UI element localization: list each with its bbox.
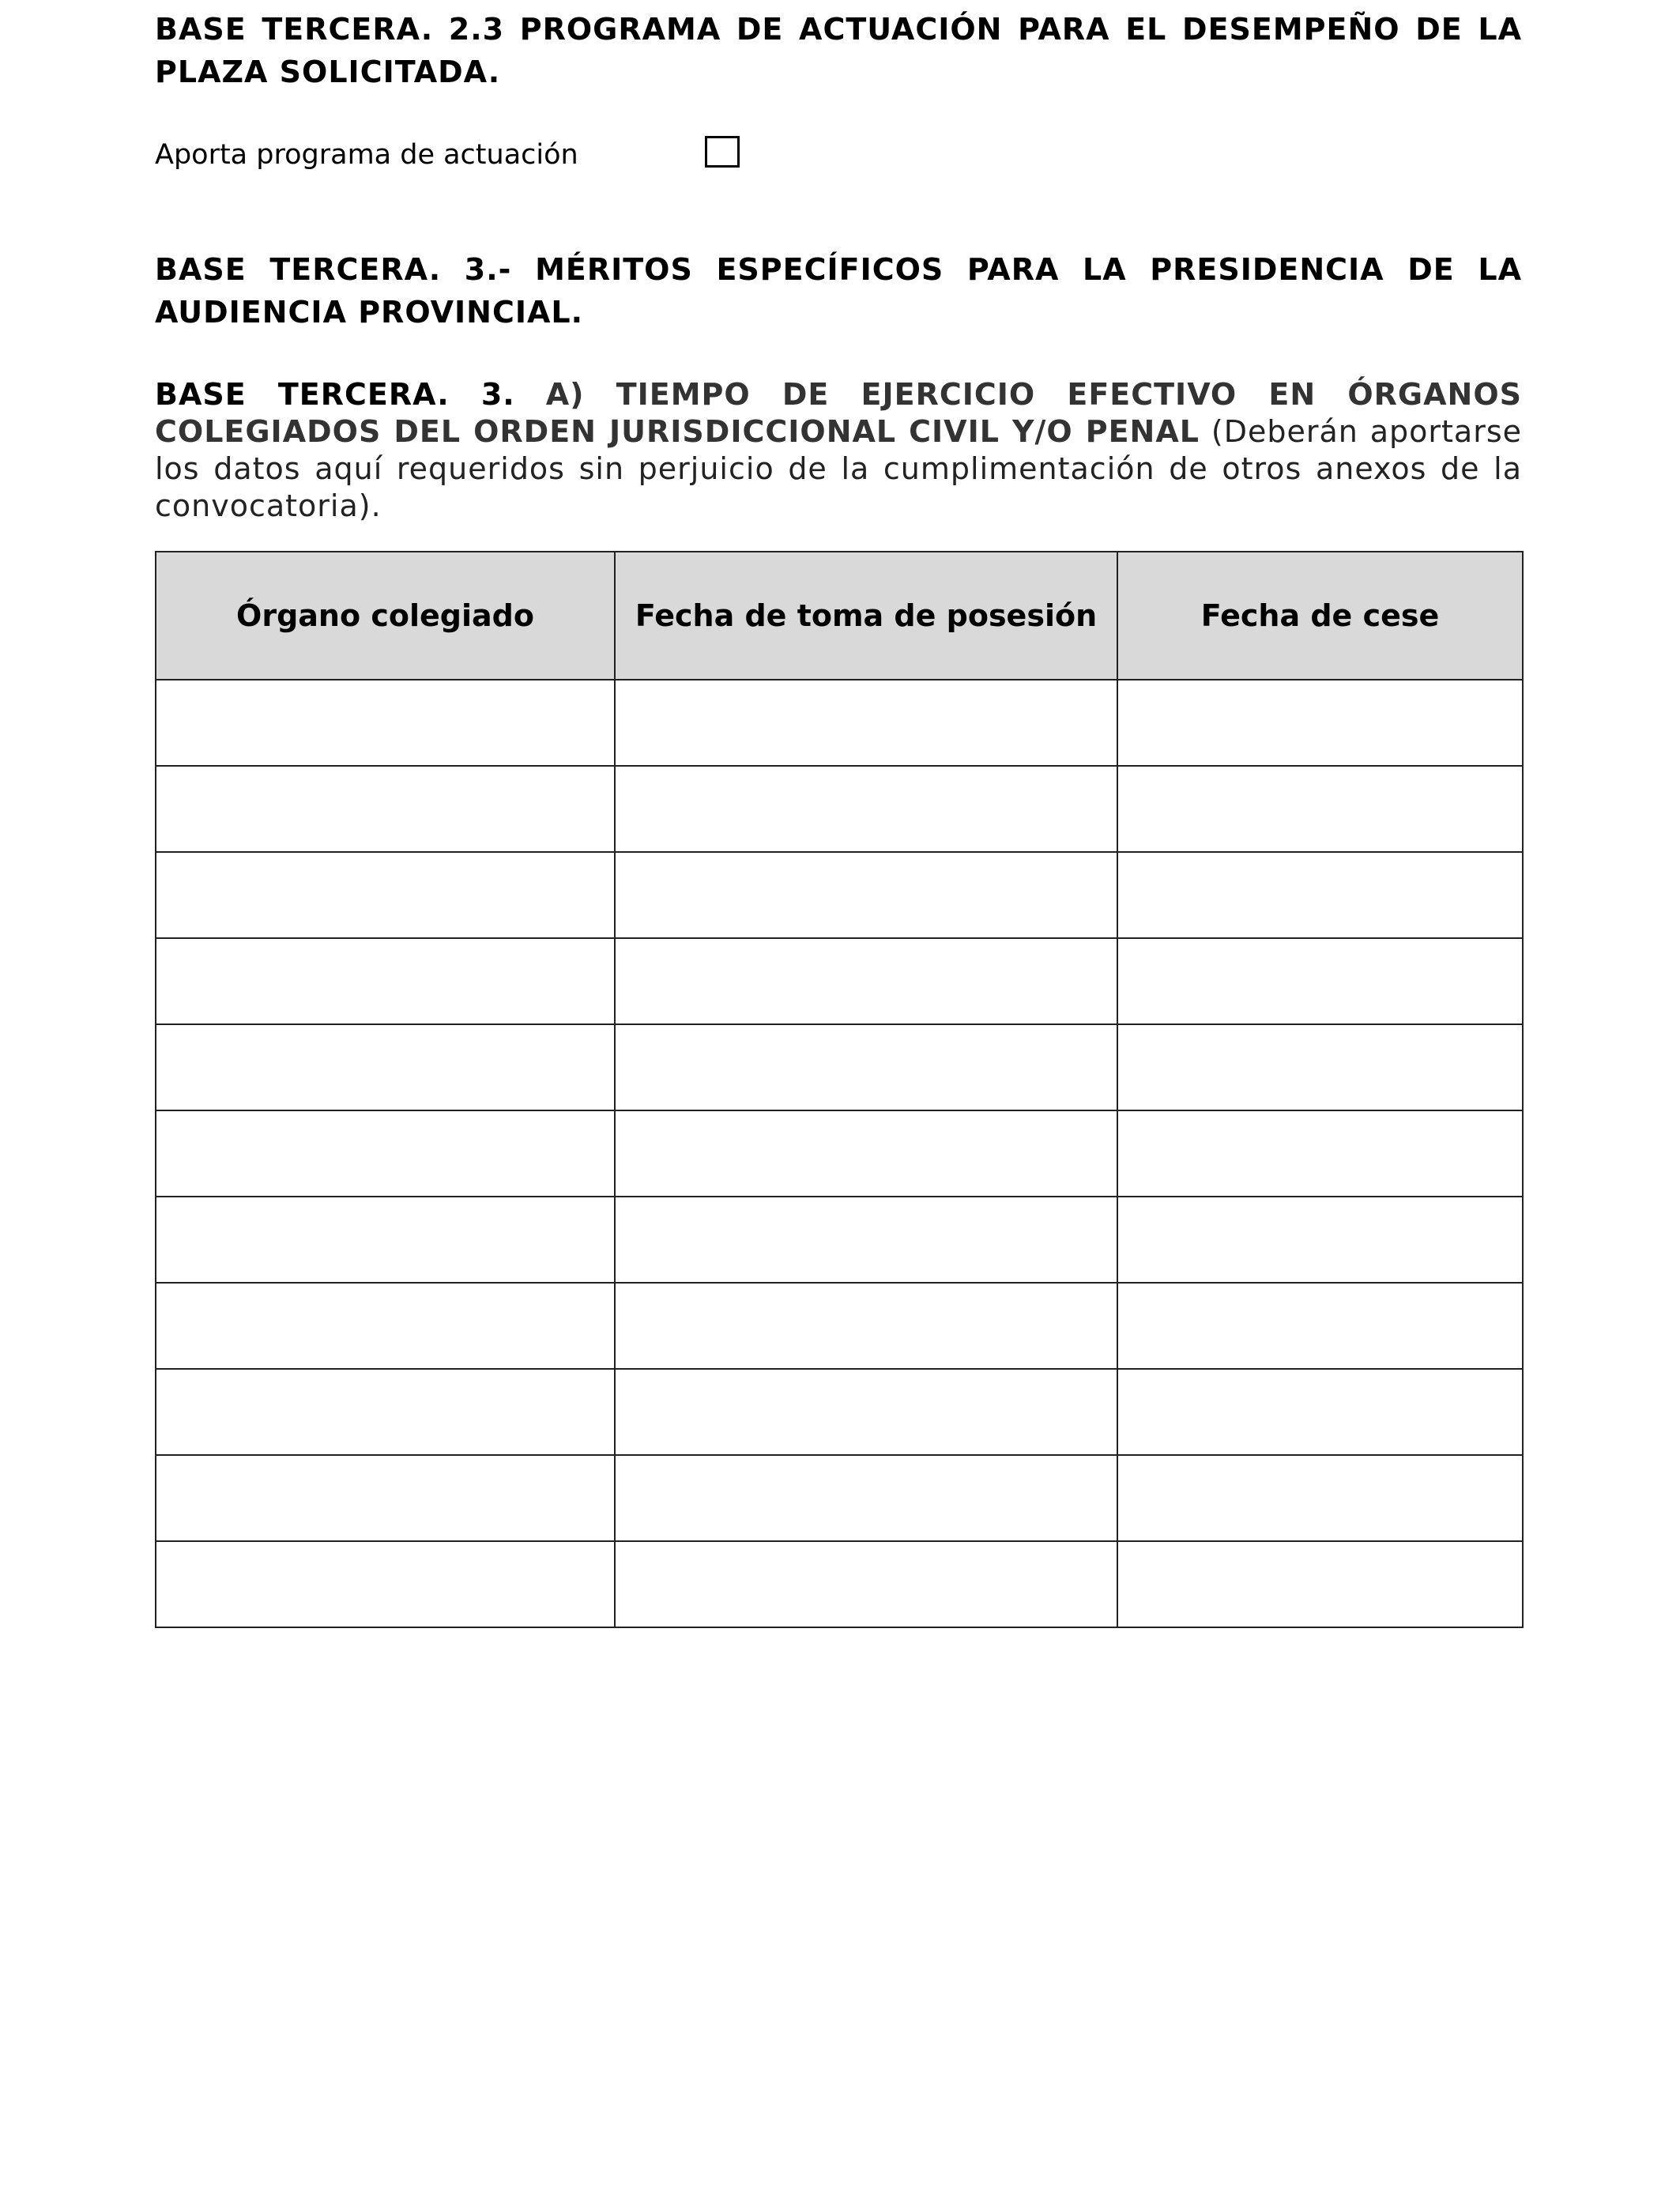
table-row <box>156 852 1523 938</box>
fecha-cese-cell[interactable] <box>1117 1110 1523 1197</box>
fecha-cese-cell[interactable] <box>1117 680 1523 766</box>
fecha-cese-cell[interactable] <box>1117 1369 1523 1455</box>
fecha-toma-posesion-cell[interactable] <box>615 680 1117 766</box>
table-body <box>156 680 1523 1627</box>
table-row <box>156 938 1523 1024</box>
section-3a-note: (Deberán aportarse los datos aquí requeridos sin perjuicio de la cumplimentación de otros anexos de la convocatoria). <box>155 414 1522 523</box>
table-row <box>156 1110 1523 1197</box>
aporta-programa-label: Aporta programa de actuación <box>155 139 578 171</box>
column-header-fecha-cese: Fecha de cese <box>1117 552 1523 680</box>
fecha-cese-cell[interactable] <box>1117 1024 1523 1110</box>
fecha-toma-posesion-cell[interactable] <box>615 1197 1117 1283</box>
organo-colegiado-cell[interactable] <box>156 938 615 1024</box>
section-heading-programa-actuacion: BASE TERCERA. 2.3 PROGRAMA DE ACTUACIÓN PARA EL DESEMPEÑO DE LA PLAZA SOLICITADA. <box>155 12 1522 89</box>
section-heading-tiempo-ejercicio <box>155 376 1522 525</box>
fecha-cese-cell[interactable] <box>1117 938 1523 1024</box>
table-row <box>156 1369 1523 1455</box>
fecha-cese-cell[interactable] <box>1117 852 1523 938</box>
fecha-toma-posesion-cell[interactable] <box>615 1455 1117 1541</box>
organo-colegiado-cell[interactable] <box>156 766 615 852</box>
fecha-toma-posesion-cell[interactable] <box>615 1110 1117 1197</box>
organo-colegiado-cell[interactable] <box>156 852 615 938</box>
table-header-row <box>156 552 1523 680</box>
organo-colegiado-cell[interactable] <box>156 1369 615 1455</box>
column-header-fecha-toma-posesion: Fecha de toma de posesión <box>615 552 1117 680</box>
aporta-programa-checkbox[interactable] <box>705 136 740 168</box>
fecha-toma-posesion-cell[interactable] <box>615 766 1117 852</box>
table-row <box>156 1197 1523 1283</box>
table-row <box>156 1455 1523 1541</box>
fecha-cese-cell[interactable] <box>1117 1455 1523 1541</box>
table-row <box>156 680 1523 766</box>
organo-colegiado-cell[interactable] <box>156 1541 615 1627</box>
organo-colegiado-cell[interactable] <box>156 1283 615 1369</box>
fecha-toma-posesion-cell[interactable] <box>615 1541 1117 1627</box>
fecha-toma-posesion-cell[interactable] <box>615 852 1117 938</box>
organo-colegiado-cell[interactable] <box>156 1110 615 1197</box>
table-row <box>156 1283 1523 1369</box>
fecha-cese-cell[interactable] <box>1117 1283 1523 1369</box>
organo-colegiado-cell[interactable] <box>156 1024 615 1110</box>
table-row <box>156 1024 1523 1110</box>
aporta-programa-row <box>155 133 1522 177</box>
fecha-cese-cell[interactable] <box>1117 1197 1523 1283</box>
fecha-cese-cell[interactable] <box>1117 1541 1523 1627</box>
section-3a-title: A) TIEMPO DE EJERCICIO EFECTIVO EN ÓRGANOS COLEGIADOS DEL ORDEN JURISDICCIONAL CIVIL Y/O PENAL <box>155 377 1522 449</box>
section-heading-meritos-especificos: BASE TERCERA. 3.- MÉRITOS ESPECÍFICOS PARA LA PRESIDENCIA DE LA AUDIENCIA PROVINCIAL. <box>155 252 1522 330</box>
organo-colegiado-cell[interactable] <box>156 1455 615 1541</box>
fecha-toma-posesion-cell[interactable] <box>615 1024 1117 1110</box>
organo-colegiado-cell[interactable] <box>156 680 615 766</box>
table-row <box>156 766 1523 852</box>
column-header-organo-colegiado: Órgano colegiado <box>156 552 615 680</box>
organos-colegiados-table <box>155 551 1524 1628</box>
fecha-toma-posesion-cell[interactable] <box>615 1283 1117 1369</box>
fecha-toma-posesion-cell[interactable] <box>615 1369 1117 1455</box>
fecha-cese-cell[interactable] <box>1117 766 1523 852</box>
section-3a-lead: BASE TERCERA. 3. <box>155 377 515 412</box>
table-row <box>156 1541 1523 1627</box>
organo-colegiado-cell[interactable] <box>156 1197 615 1283</box>
fecha-toma-posesion-cell[interactable] <box>615 938 1117 1024</box>
